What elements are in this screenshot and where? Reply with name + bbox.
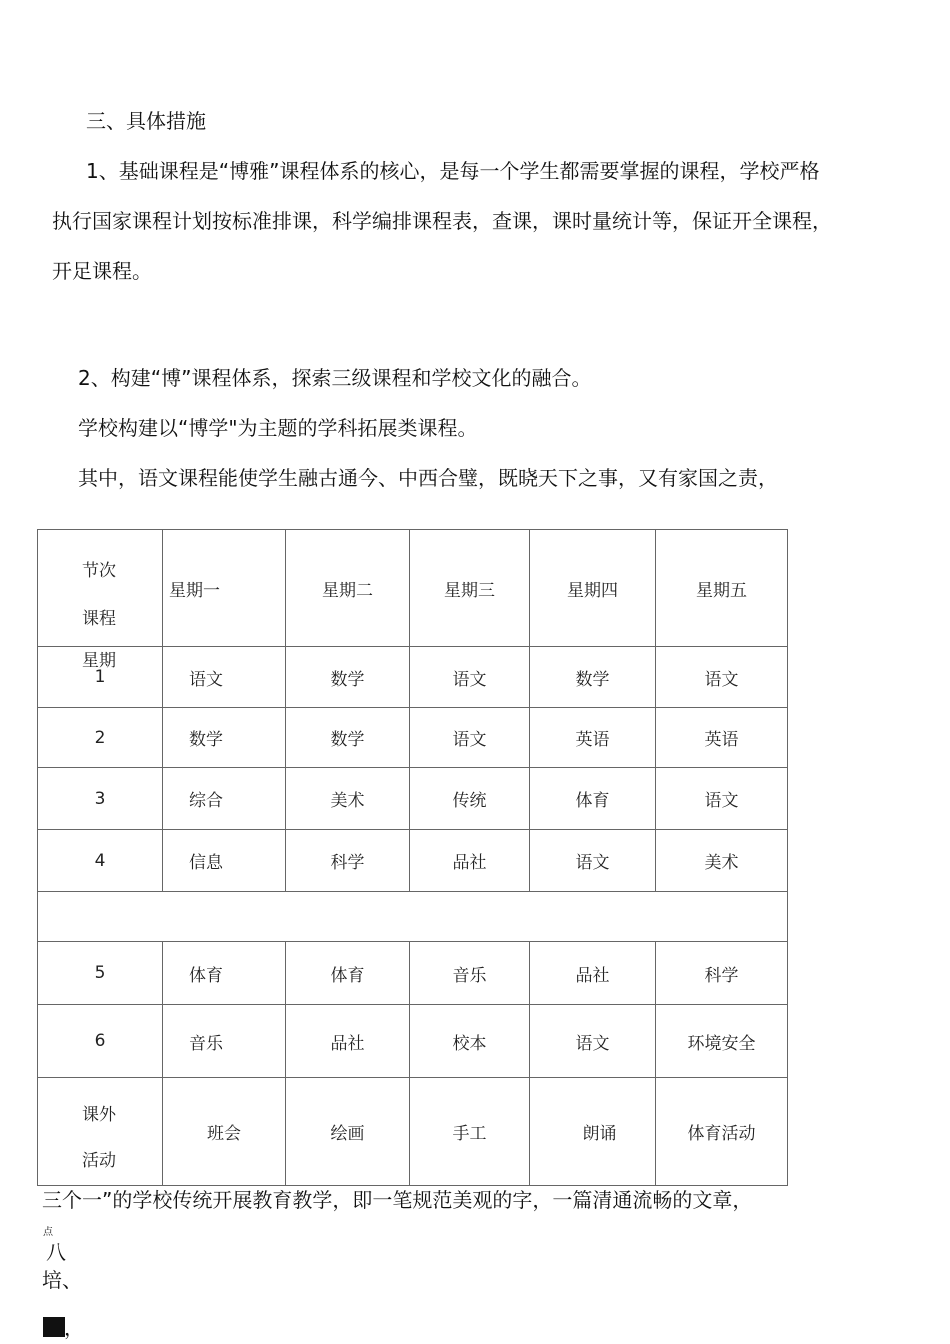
- course-cell: 语文: [656, 768, 788, 830]
- extracurricular-label-top: 课外: [82, 1105, 116, 1125]
- course-cell: 语文: [410, 647, 530, 708]
- course-cell: 英语: [530, 708, 656, 768]
- course-cell: 绘画: [286, 1078, 410, 1186]
- course-cell: 科学: [656, 942, 788, 1005]
- header-corner: [38, 530, 163, 647]
- course-cell: 音乐: [410, 942, 530, 1005]
- table-break-row: [38, 892, 788, 942]
- course-cell: 语文: [163, 647, 286, 708]
- course-cell: 英语: [656, 708, 788, 768]
- period-number: 4: [38, 830, 163, 892]
- fragment-3: ，: [64, 1316, 84, 1340]
- para1-line2: 执行国家课程计划按标准排课，科学编排课程表，查课，课时量统计等，保证开全课程，: [52, 209, 832, 233]
- table-row: [38, 708, 788, 768]
- table-row: [38, 942, 788, 1005]
- course-cell: 语文: [410, 708, 530, 768]
- course-cell: 美术: [286, 768, 410, 830]
- schedule-table: [37, 529, 788, 1186]
- extracurricular-label-bottom: 活动: [82, 1151, 116, 1171]
- fragment-2: 培、: [42, 1268, 82, 1292]
- course-cell: 体育活动: [656, 1078, 788, 1186]
- corner-weekday-label: 星期: [82, 651, 116, 671]
- course-cell: 数学: [286, 647, 410, 708]
- day-header-mon: 星期一: [163, 530, 286, 647]
- period-number: 3: [38, 768, 163, 830]
- course-cell: 环境安全: [656, 1005, 788, 1078]
- course-cell: 体育: [163, 942, 286, 1005]
- para1-line1: 1、基础课程是“博雅”课程体系的核心，是每一个学生都需要掌握的课程，学校严格: [86, 159, 820, 183]
- course-cell: 品社: [286, 1005, 410, 1078]
- section-heading: 三、具体措施: [86, 109, 206, 133]
- day-header-tue: 星期二: [286, 530, 410, 647]
- para2-line3: 其中，语文课程能使学生融古通今、中西合璧，既晓天下之事，又有家国之责，: [78, 466, 778, 490]
- course-cell: 品社: [530, 942, 656, 1005]
- period-number: 1: [94, 667, 106, 687]
- course-cell: 体育: [530, 768, 656, 830]
- table-row-extracurricular: [38, 1078, 788, 1186]
- table-row: [38, 647, 788, 708]
- period-number: 6: [38, 1005, 163, 1078]
- day-header-fri: 星期五: [656, 530, 788, 647]
- table-row: [38, 830, 788, 892]
- period-cell: [38, 647, 163, 708]
- course-cell: 班会: [163, 1078, 286, 1186]
- table-row: [38, 1005, 788, 1078]
- day-header-thu: 星期四: [530, 530, 656, 647]
- course-cell: 数学: [530, 647, 656, 708]
- corner-period-label: 节次: [82, 561, 116, 581]
- para2-line2: 学校构建以“博学"为主题的学科拓展类课程。: [78, 416, 478, 440]
- course-cell: 信息: [163, 830, 286, 892]
- extracurricular-label: [38, 1078, 163, 1186]
- tiny-fragment: 点: [43, 1227, 53, 1238]
- day-header-wed: 星期三: [410, 530, 530, 647]
- course-cell: 语文: [530, 830, 656, 892]
- overprinted-text-block: [43, 1317, 65, 1337]
- course-cell: 语文: [656, 647, 788, 708]
- para2-line1: 2、构建“博”课程体系，探索三级课程和学校文化的融合。: [78, 366, 592, 390]
- course-cell: 美术: [656, 830, 788, 892]
- table-row: [38, 768, 788, 830]
- course-cell: 校本: [410, 1005, 530, 1078]
- course-cell: 音乐: [163, 1005, 286, 1078]
- after-table-line: 三个一”的学校传统开展教育教学，即一笔规范美观的字，一篇清通流畅的文章，: [42, 1188, 753, 1212]
- noon-break-cell: [38, 892, 788, 942]
- para1-line3: 开足课程。: [52, 259, 152, 283]
- course-cell: 综合: [163, 768, 286, 830]
- course-cell: 语文: [530, 1005, 656, 1078]
- table-header-row: [38, 530, 788, 647]
- course-cell: 数学: [286, 708, 410, 768]
- course-cell: 体育: [286, 942, 410, 1005]
- course-cell: 数学: [163, 708, 286, 768]
- course-cell: 品社: [410, 830, 530, 892]
- course-cell: 科学: [286, 830, 410, 892]
- course-cell: 手工: [410, 1078, 530, 1186]
- period-number: 2: [38, 708, 163, 768]
- corner-course-label: 课程: [82, 609, 116, 629]
- period-number: 5: [38, 942, 163, 1005]
- course-cell: 朗诵: [530, 1078, 656, 1186]
- course-cell: 传统: [410, 768, 530, 830]
- fragment-1: 八: [46, 1240, 66, 1264]
